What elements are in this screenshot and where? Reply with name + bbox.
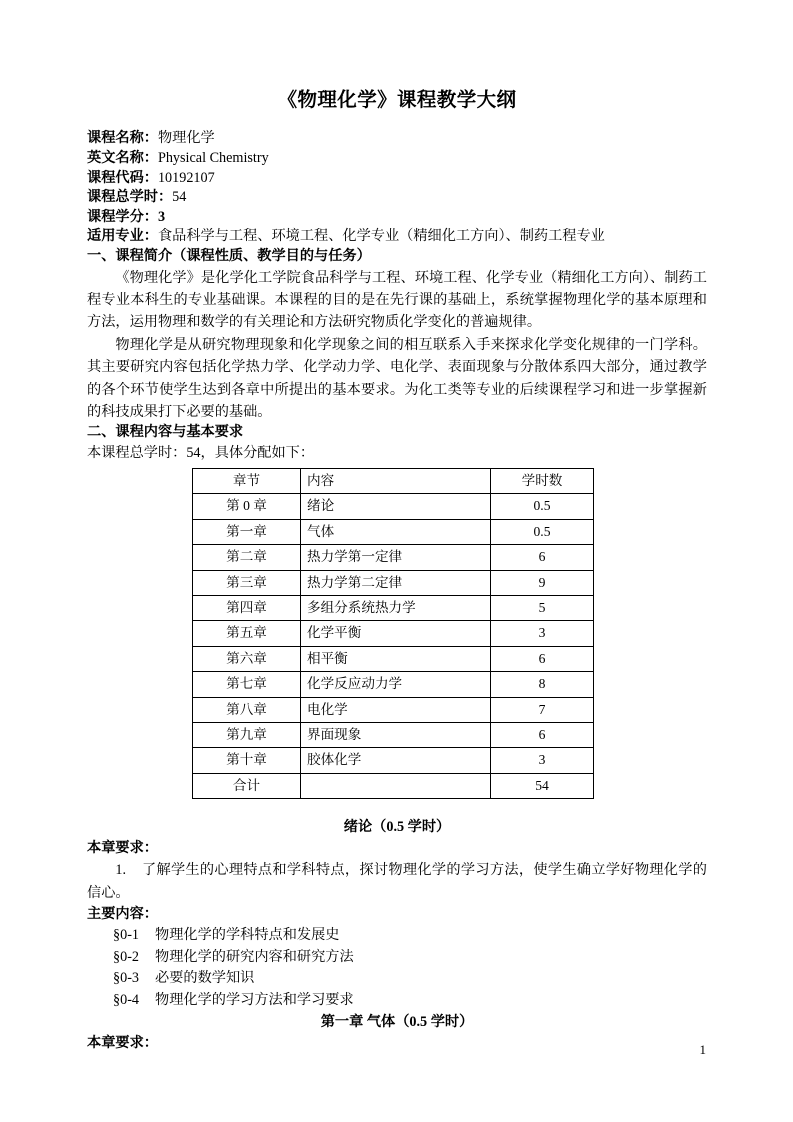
- list-item-text: 了解学生的心理特点和学科特点，探讨物理化学的学习方法，使学生确立学好物理化学的信心。: [87, 862, 707, 901]
- section-heading-one: 一、课程简介（课程性质、教学目的与任务）: [87, 247, 371, 264]
- section-text: 必要的数学知识: [155, 970, 255, 987]
- chapter-one-requirements-label: 本章要求：: [87, 1035, 158, 1052]
- cell-hours: 0.5: [491, 494, 594, 519]
- metadata-label: 课程名称：: [87, 130, 158, 147]
- cell-content: 化学平衡: [301, 621, 491, 646]
- cell-hours: 54: [491, 773, 594, 798]
- section-text: 物理化学的学习方法和学习要求: [155, 991, 354, 1008]
- metadata-label: 英文名称：: [87, 149, 158, 166]
- chapter-zero-title: 绪论（0.5 学时）: [343, 819, 451, 836]
- table-row: [193, 748, 594, 773]
- cell-content: 相平衡: [301, 646, 491, 671]
- section-text: 物理化学的研究内容和研究方法: [155, 948, 354, 965]
- metadata-row-english-name: [87, 149, 707, 169]
- chapter-zero-requirement-item: [87, 859, 707, 904]
- table-header-row: [193, 468, 594, 493]
- cell-chapter: 合计: [193, 773, 301, 798]
- document-content: [87, 88, 707, 1054]
- cell-chapter: 第十章: [193, 748, 301, 773]
- cell-content: 多组分系统热力学: [301, 595, 491, 620]
- section-one-paragraph-1: 《物理化学》是化学化工学院食品科学与工程、环境工程、化学专业（精细化工方向）、制药工程专业本科生的专业基础课。本课程的目的是在先行课的基础上，系统掌握物理化学的基本原理和方法，运用物理和数学的有关理论和方法研究物质化学变化的普遍规律。: [87, 269, 707, 331]
- table-row: [193, 494, 594, 519]
- cell-chapter: 第四章: [193, 595, 301, 620]
- table-row: [193, 646, 594, 671]
- section-one-paragraph-2: 物理化学是从研究物理现象和化学现象之间的相互联系入手来探求化学变化规律的一门学科。其主要研究内容包括化学热力学、化学动力学、电化学、表面现象与分散体系四大部分，通过教学的各个环节使学生达到各章中所提出的基本要求。为化工类等专业的后续课程学习和进一步掌握新的科技成果打下必要的基础。: [87, 336, 707, 420]
- metadata-value: 54: [172, 189, 187, 206]
- table-column-header-content: 内容: [301, 468, 491, 493]
- hours-table: [192, 468, 594, 799]
- metadata-row-credits: [87, 208, 707, 228]
- table-row: [193, 621, 594, 646]
- metadata-row-course-code: [87, 169, 707, 189]
- table-row: [193, 672, 594, 697]
- cell-chapter: 第一章: [193, 519, 301, 544]
- cell-chapter: 第六章: [193, 646, 301, 671]
- cell-chapter: 第二章: [193, 545, 301, 570]
- cell-content: 界面现象: [301, 723, 491, 748]
- section-two-intro: 本课程总学时：54，具体分配如下：: [87, 444, 315, 461]
- section-tag: §0-4: [113, 991, 140, 1008]
- table-row: [193, 545, 594, 570]
- cell-hours: 6: [491, 646, 594, 671]
- cell-hours: 7: [491, 697, 594, 722]
- section-tag: §0-1: [113, 927, 140, 944]
- course-metadata-block: [87, 129, 707, 247]
- chapter-zero-requirements-label: 本章要求：: [87, 840, 158, 857]
- section-tag: §0-2: [113, 948, 140, 965]
- chapter-one-title: 第一章 气体（0.5 学时）: [320, 1014, 474, 1031]
- metadata-label: 适用专业：: [87, 228, 158, 245]
- metadata-row-course-name: [87, 129, 707, 149]
- cell-content: 绪论: [301, 494, 491, 519]
- section-tag: §0-3: [113, 970, 140, 987]
- list-item: [87, 925, 707, 947]
- section-text: 物理化学的学科特点和发展史: [155, 927, 340, 944]
- metadata-value: Physical Chemistry: [157, 149, 269, 166]
- metadata-row-total-hours: [87, 188, 707, 208]
- cell-hours: 0.5: [491, 519, 594, 544]
- cell-hours: 9: [491, 570, 594, 595]
- cell-content: 热力学第一定律: [301, 545, 491, 570]
- table-row: [193, 570, 594, 595]
- cell-hours: 5: [491, 595, 594, 620]
- metadata-value: 物理化学: [157, 130, 215, 147]
- list-item-number: 1.: [115, 862, 127, 879]
- cell-hours: 8: [491, 672, 594, 697]
- hours-table-wrapper: [87, 468, 707, 799]
- metadata-value: 10192107: [157, 169, 215, 186]
- cell-chapter: 第三章: [193, 570, 301, 595]
- cell-chapter: 第八章: [193, 697, 301, 722]
- cell-content: 电化学: [301, 697, 491, 722]
- table-row: [193, 519, 594, 544]
- table-row-total: [193, 773, 594, 798]
- cell-chapter: 第七章: [193, 672, 301, 697]
- table-column-header-hours: 学时数: [491, 468, 594, 493]
- metadata-value: 食品科学与工程、环境工程、化学专业（精细化工方向）、制药工程专业: [157, 228, 605, 245]
- page-title: 《物理化学》课程教学大纲: [277, 90, 517, 111]
- cell-content: 胶体化学: [301, 748, 491, 773]
- cell-content: 气体: [301, 519, 491, 544]
- list-item: [87, 968, 707, 990]
- table-row: [193, 595, 594, 620]
- metadata-label: 课程总学时：: [87, 189, 173, 206]
- section-heading-two: 二、课程内容与基本要求: [87, 424, 244, 441]
- cell-hours: 3: [491, 621, 594, 646]
- metadata-value: 3: [157, 208, 166, 225]
- chapter-zero-content-label: 主要内容：: [87, 906, 158, 923]
- cell-hours: 3: [491, 748, 594, 773]
- table-row: [193, 723, 594, 748]
- list-item: [87, 990, 707, 1012]
- table-column-header-chapter: 章节: [193, 468, 301, 493]
- list-item: [87, 947, 707, 969]
- table-row: [193, 697, 594, 722]
- cell-hours: 6: [491, 723, 594, 748]
- metadata-label: 课程代码：: [87, 169, 158, 186]
- cell-content: 化学反应动力学: [301, 672, 491, 697]
- page-number: 1: [699, 1042, 706, 1057]
- cell-content: [301, 773, 491, 798]
- cell-chapter: 第九章: [193, 723, 301, 748]
- metadata-label: 课程学分：: [87, 208, 158, 225]
- cell-content: 热力学第二定律: [301, 570, 491, 595]
- metadata-row-majors: [87, 227, 707, 247]
- cell-hours: 6: [491, 545, 594, 570]
- cell-chapter: 第 0 章: [193, 494, 301, 519]
- cell-chapter: 第五章: [193, 621, 301, 646]
